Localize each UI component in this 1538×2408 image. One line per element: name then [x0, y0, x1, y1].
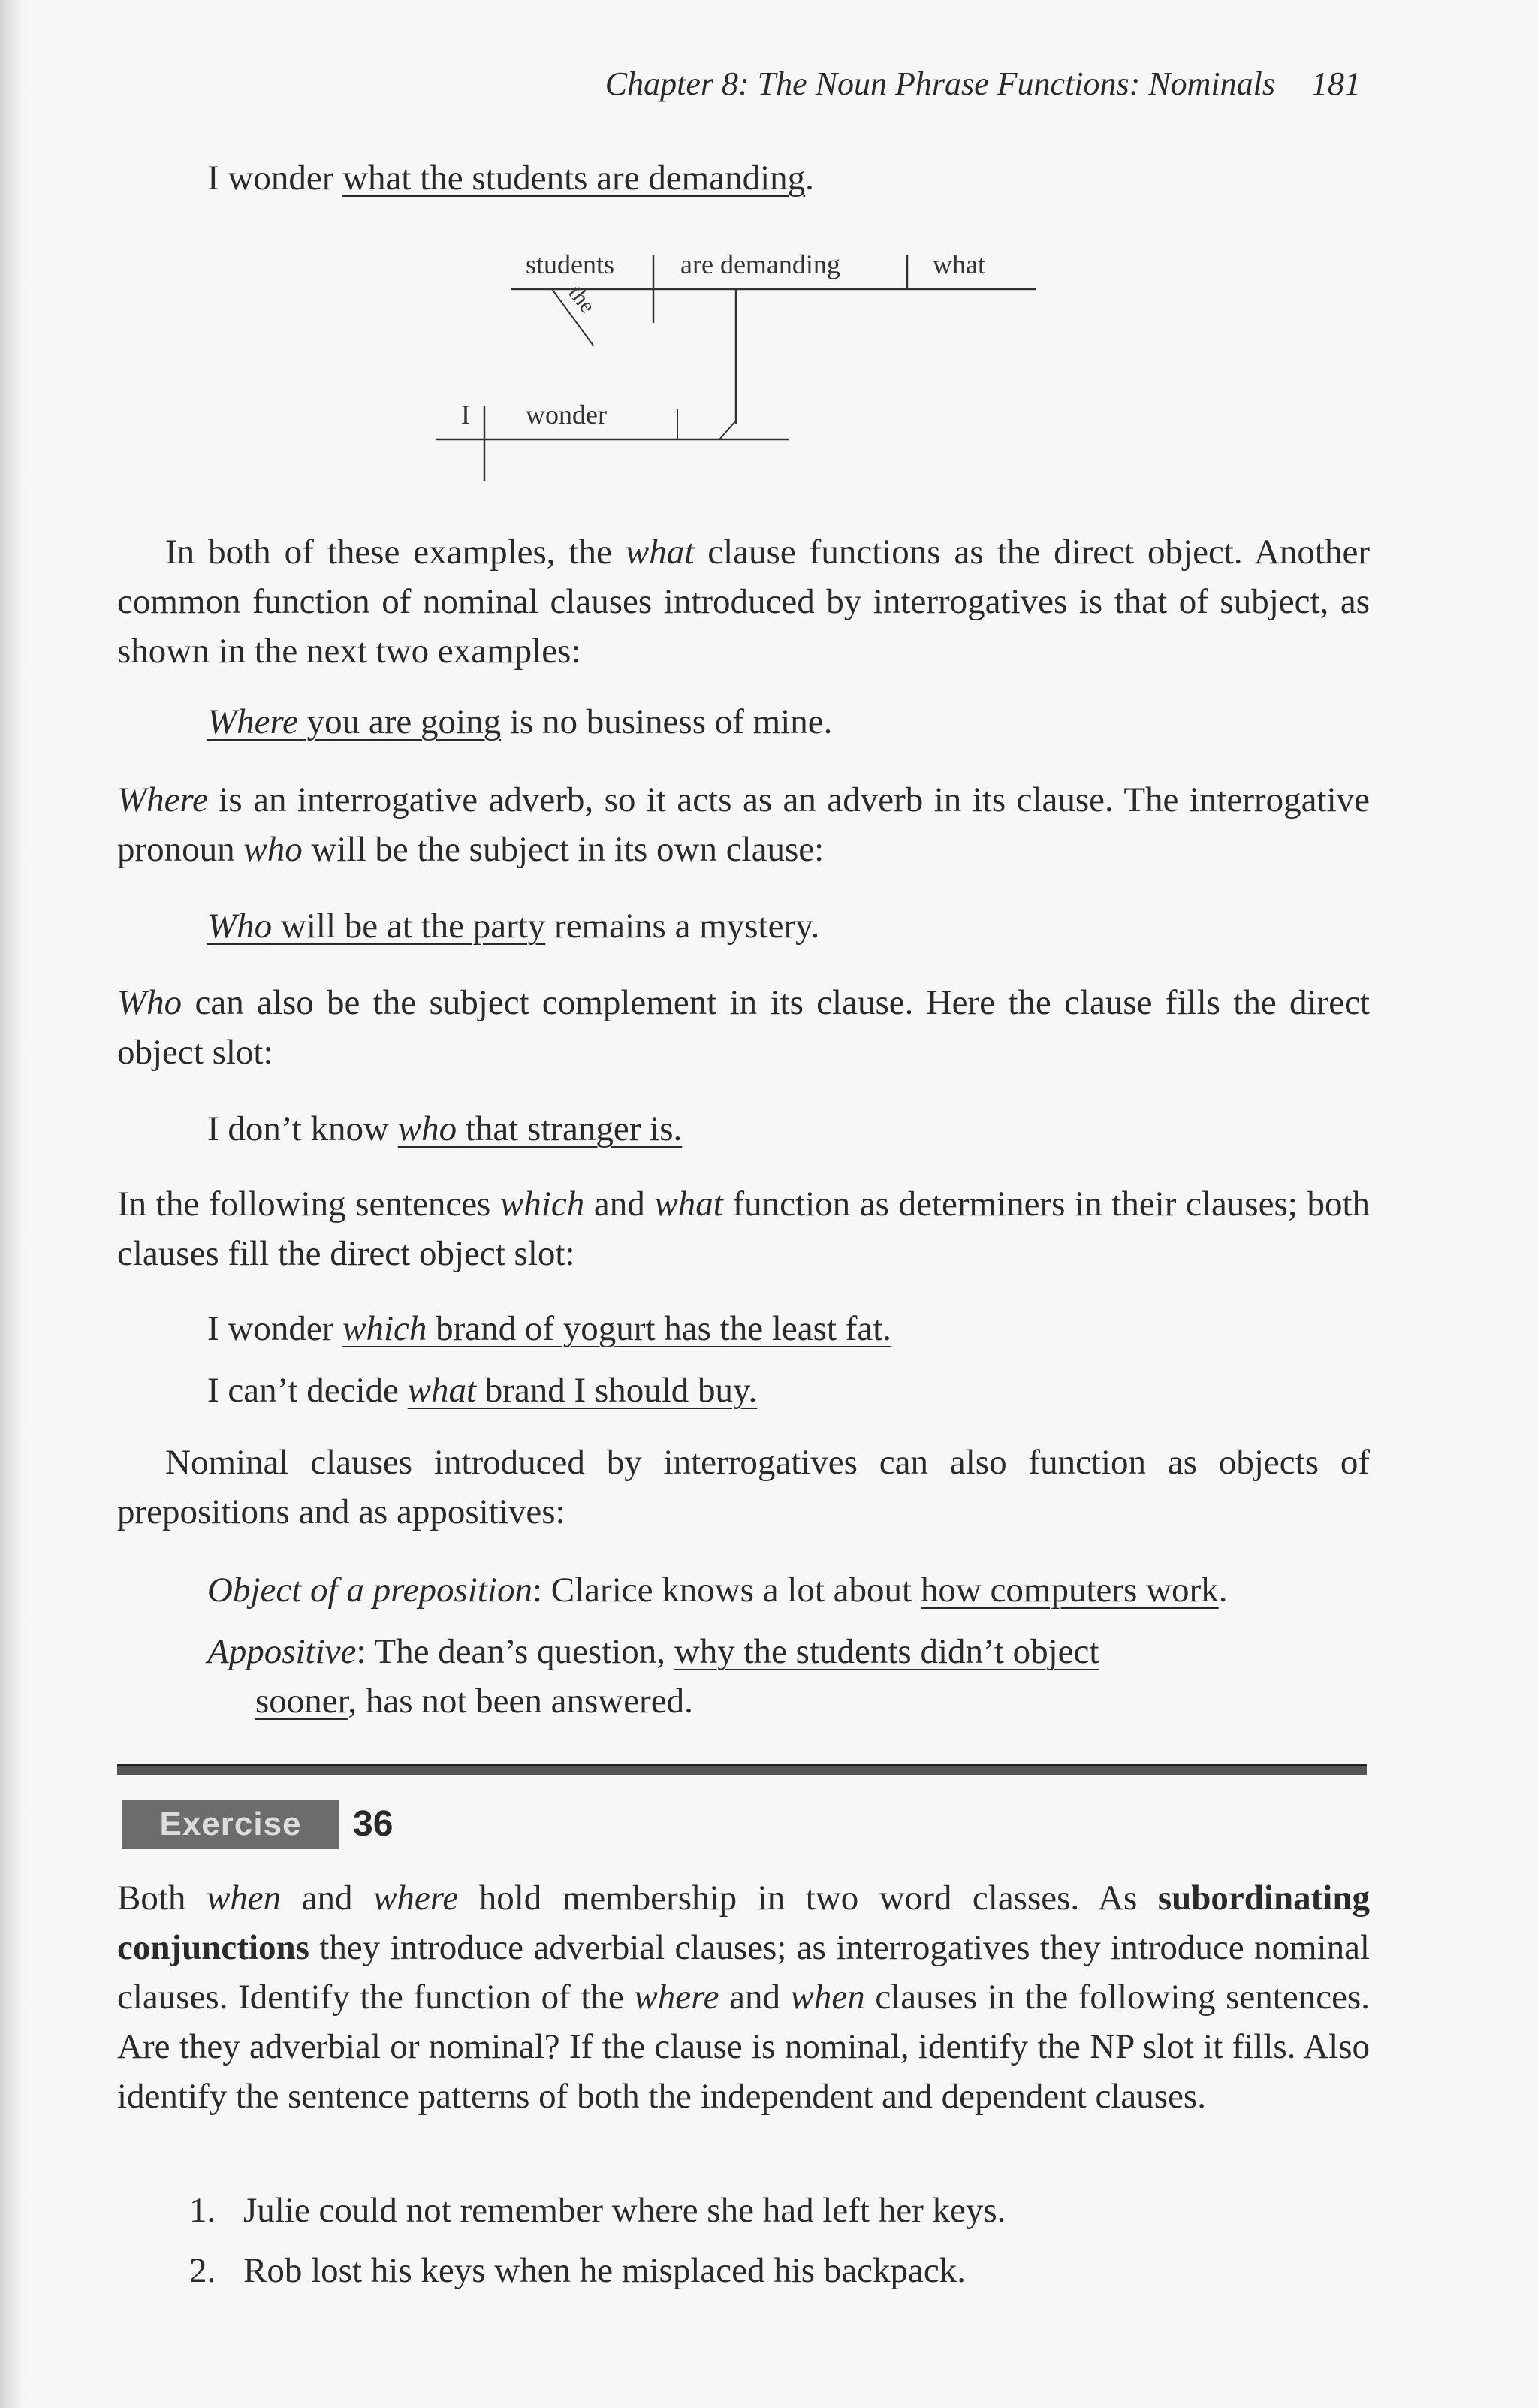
- diagram-main-verb: wonder: [526, 400, 607, 430]
- paragraph-3: [117, 978, 1370, 1077]
- italic-text: where: [634, 1978, 719, 2017]
- example-text: I can’t decide: [207, 1371, 408, 1410]
- item-text: Julie could not remember where she had left her keys.: [243, 2191, 1006, 2230]
- bold-term: subordinating conjunctions: [117, 1878, 1370, 1967]
- italic-text: who: [243, 830, 303, 869]
- italic-text: what: [407, 1371, 477, 1410]
- example-text: , has not been answered.: [348, 1682, 693, 1721]
- item-text: Rob lost his keys when he misplaced his backpack.: [243, 2251, 967, 2290]
- exercise-number: 36: [353, 1804, 394, 1844]
- italic-text: where: [373, 1878, 459, 1918]
- italic-text: Where: [207, 702, 298, 741]
- italic-text: when: [206, 1878, 282, 1918]
- text: Both: [117, 1878, 207, 1918]
- example-object-of-preposition: [207, 1565, 1227, 1615]
- text: can also be the subject complement in its clause. Here the clause fills the direct object slot:: [117, 983, 1370, 1072]
- example-text: : The dean’s question,: [356, 1632, 674, 1671]
- italic-label: Object of a preposition: [207, 1571, 532, 1610]
- example-text: : Clarice knows a lot about: [532, 1571, 921, 1610]
- page-number: 181: [1311, 65, 1361, 102]
- example-text: is no business of mine.: [501, 702, 833, 741]
- italic-text: Who: [207, 907, 273, 946]
- text: In both of these examples, the: [165, 533, 626, 572]
- item-number: 2.: [189, 2251, 216, 2290]
- example-sentence-6: [207, 1365, 757, 1415]
- exercise-item-2: [189, 2246, 966, 2295]
- example-sentence-3: [207, 901, 819, 951]
- example-sentence-5: [207, 1304, 891, 1353]
- example-sentence-2: [207, 697, 832, 747]
- underlined-clause: what the students are demanding: [342, 158, 806, 198]
- italic-text: which: [500, 1184, 585, 1224]
- exercise-rule: [117, 1764, 1367, 1775]
- italic-label: Appositive: [207, 1632, 357, 1671]
- underlined-clause: that stranger is.: [457, 1109, 683, 1148]
- underlined-clause: will be at the party: [272, 907, 546, 946]
- diagram-modifier: the: [563, 280, 601, 318]
- chapter-title: Chapter 8: The Noun Phrase Functions: Nominals: [605, 65, 1275, 102]
- example-text: .: [805, 158, 814, 198]
- example-text: I wonder: [207, 1309, 343, 1348]
- object-slash: [719, 421, 736, 439]
- example-text: I don’t know: [207, 1109, 398, 1148]
- italic-text: which: [342, 1309, 427, 1348]
- underlined-clause: brand I should buy.: [476, 1371, 758, 1410]
- item-number: 1.: [189, 2191, 216, 2230]
- example-sentence-1: [207, 153, 814, 203]
- text: they introduce adverbial clauses; as interrogatives they introduce nominal clauses. Identify the function of the: [117, 1928, 1370, 2017]
- running-header: [0, 65, 1538, 110]
- italic-text: Where: [117, 780, 208, 819]
- page-edge-shadow: [0, 0, 26, 2408]
- underlined-clause: why the students didn’t object: [674, 1632, 1099, 1671]
- paragraph-2: [117, 775, 1370, 874]
- paragraph-1: [117, 527, 1370, 676]
- text: is an interrogative adverb, so it acts as an adverb in its clause. The interrogative pronoun: [117, 780, 1370, 869]
- exercise-instructions: [117, 1873, 1370, 2121]
- example-sentence-4: [207, 1104, 682, 1154]
- text: function as determiners in their clauses; both clauses fill the direct object slot:: [117, 1184, 1371, 1273]
- example-appositive-line1: [207, 1627, 1099, 1676]
- underlined-clause: how computers work: [920, 1571, 1219, 1610]
- text: will be the subject in its own clause:: [302, 830, 825, 869]
- example-text: .: [1218, 1571, 1228, 1610]
- text: clauses in the following sentences. Are they adverbial or nominal? If the clause is nominal, identify the NP slot it fills. Also identify the sentence patterns of both the independent and dependent clauses.: [117, 1978, 1370, 2116]
- diagram-main-subject: I: [461, 400, 470, 430]
- underlined-clause: brand of yogurt has the least fat.: [427, 1309, 892, 1348]
- italic-text: what: [625, 533, 695, 572]
- diagram-verb: are demanding: [680, 249, 840, 279]
- exercise-label-box: Exercise: [122, 1800, 339, 1849]
- underlined-clause: sooner: [255, 1682, 348, 1721]
- text: hold membership in two word classes. As: [458, 1878, 1158, 1918]
- text: and: [584, 1184, 655, 1224]
- italic-text: Who: [117, 983, 182, 1022]
- italic-text: what: [654, 1184, 723, 1224]
- diagram-subject: students: [526, 249, 615, 279]
- paragraph-5: Nominal clauses introduced by interrogatives can also function as objects of prepositions and as appositives:: [117, 1443, 1370, 1531]
- text: clause functions as the direct object. Another common function of nominal clauses introduced by interrogatives is that of subject, as shown in the next two examples:: [117, 533, 1370, 671]
- text: In the following sentences: [117, 1184, 500, 1224]
- diagram-object: what: [933, 249, 985, 279]
- underlined-clause: you are going: [297, 702, 502, 741]
- sentence-diagram: [436, 240, 1066, 496]
- example-appositive-line2: [255, 1676, 693, 1726]
- example-text: remains a mystery.: [545, 907, 820, 946]
- exercise-item-1: [189, 2186, 1006, 2235]
- text: and: [281, 1878, 374, 1918]
- text: and: [719, 1978, 791, 2017]
- paragraph-4: [117, 1179, 1370, 1278]
- italic-text: who: [397, 1109, 457, 1148]
- example-text: I wonder: [207, 158, 343, 198]
- italic-text: when: [790, 1978, 865, 2017]
